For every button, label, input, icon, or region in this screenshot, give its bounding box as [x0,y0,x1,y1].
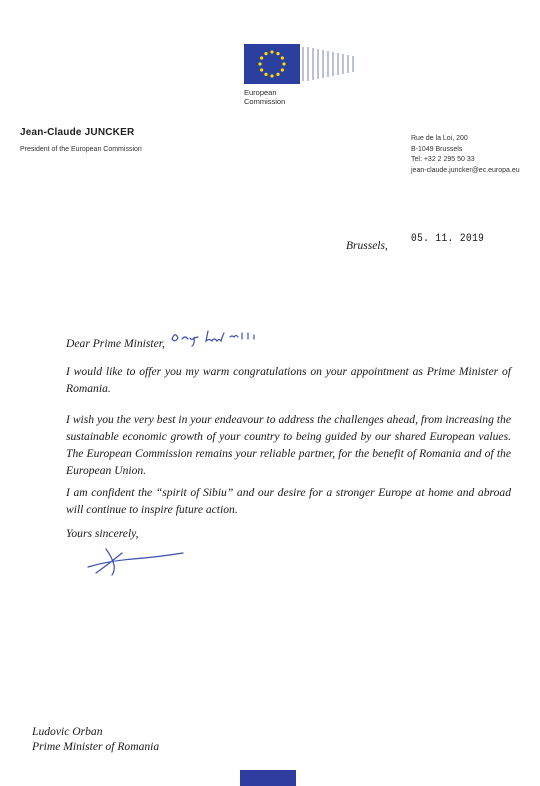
flag-star [281,68,284,71]
address-city: B-1049 Brussels [411,145,463,153]
logo-line-2: Commission [244,97,286,106]
sender-name: Jean-Claude JUNCKER [20,127,135,138]
address-email: jean-claude.juncker@ec.europa.eu [411,166,520,174]
letter-place: Brussels, [346,240,388,252]
european-commission-logo [222,38,342,118]
handwritten-greeting [168,327,268,347]
recipient-title: Prime Minister of Romania [32,740,160,753]
flag-star [282,62,285,65]
flag-star [260,56,263,59]
flag-star [276,73,279,76]
flag-star [264,73,267,76]
body-paragraph-3: I am confident the “spirit of Sibiu” and our desire for a stronger Europe at home and abroad will continue to inspire future action. [66,486,511,516]
closing: Yours sincerely, [66,527,139,540]
sender-role: President of the European Commission [20,146,142,153]
address-street: Rue de la Loi, 200 [411,135,468,142]
flag-star [276,52,279,55]
flag-star [264,52,267,55]
recipient-name: Ludovic Orban [32,725,103,738]
body-paragraph-2: I wish you the very best in your endeavour to address the challenges ahead, from increasing the sustainable economic growth of your country to being guided by our shared European values. The European Commission remains your reliable partner, for the benefit of Romania and of the European Union. [66,413,511,477]
logo-line-1: European [244,88,277,97]
flag-star [270,50,273,53]
flag-star [258,62,261,65]
berlaymont-building-icon [300,44,358,84]
flag-star [260,68,263,71]
recipient-block [32,724,159,754]
signature [86,543,186,578]
salutation: Dear Prime Minister, [66,337,165,350]
footer-blue-band [240,770,296,786]
logo-wordmark [244,88,285,106]
body-paragraph-1: I would like to offer you my warm congratulations on your appointment as Prime Minister of Romania. [66,365,511,395]
flag-star [270,74,273,77]
address-phone: Tel: +32 2 295 50 33 [411,156,475,163]
eu-flag-icon [244,44,300,84]
letter-date-stamp: 05. 11. 2019 [411,233,485,245]
flag-star [281,56,284,59]
sender-address [411,134,520,176]
